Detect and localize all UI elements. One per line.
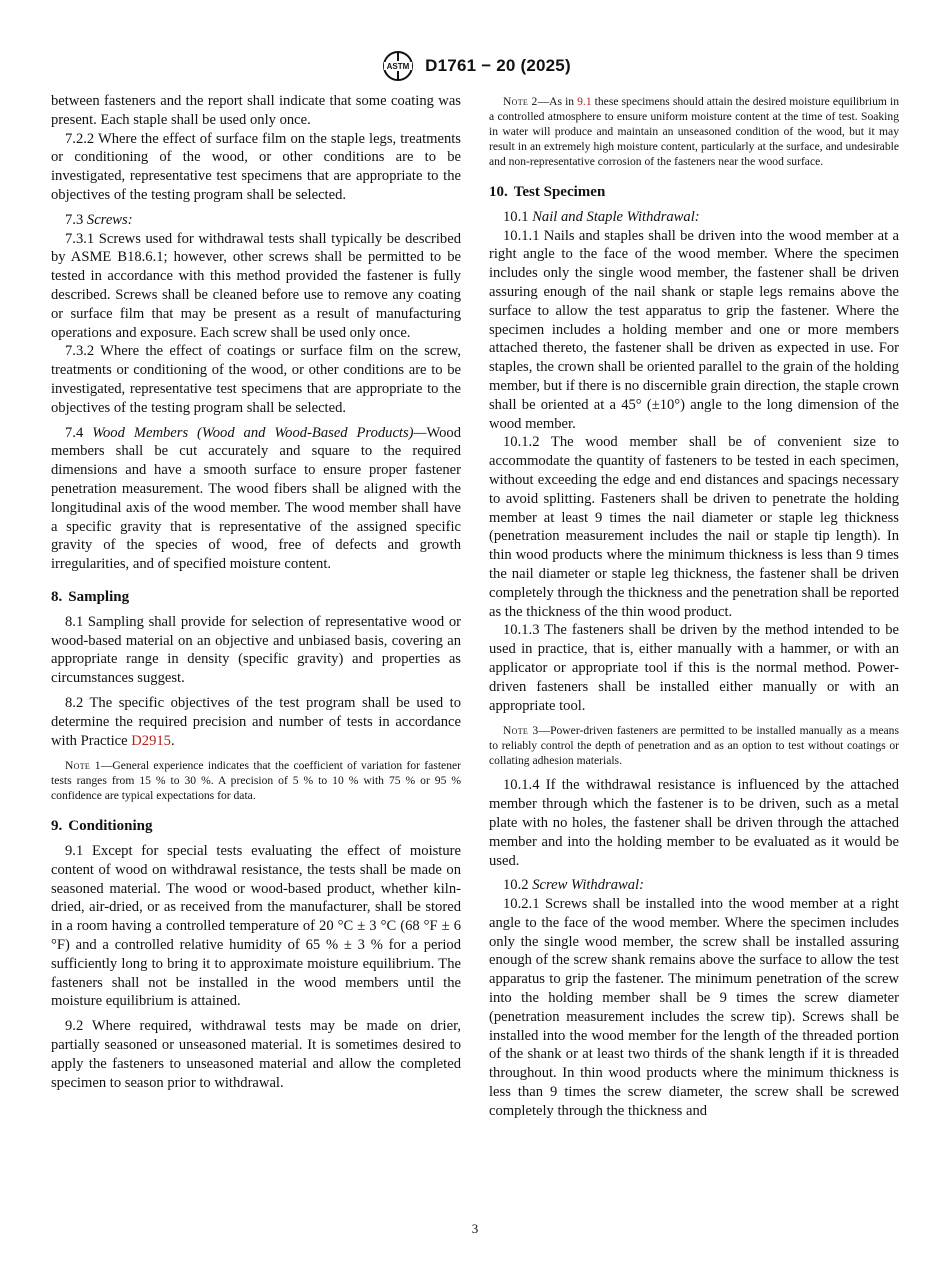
left-column	[51, 92, 461, 1092]
note-1-text: —General experience indicates that the coefficient of variation for fastener tests ranges from 15 % to 30 %. A precision of 5 % to 10 % with 75 % or 95 % confidence are typical expectations for data.	[51, 759, 461, 803]
note-1	[51, 758, 461, 803]
section-10-2-title: Screw Withdrawal:	[532, 877, 644, 894]
note-2-text-a: —As in	[537, 95, 578, 108]
section-9-1-link[interactable]: 9.1	[577, 95, 592, 108]
section-7-4	[51, 424, 461, 574]
section-10-1-title: Nail and Staple Withdrawal:	[532, 208, 700, 225]
section-10-2-1: 10.2.1 Screws shall be installed into the wood member at a right angle to the face of the wood member. Where the specimen includes only the single wood member, the screw shall be installed assuring enough of the screw shank remains above the surface to allow the test apparatus to grip the fastener. The minimum penetration of the screw into the holding member shall be 9 times the screw diameter (penetration measurement includes the screw tip). Screws shall be installed into the wood member for the length of the threaded portion of the shank or at least two thirds of the shank length if it is threaded throughout. In thin wood products where the minimum thickness is less than 9 times the screw diameter, the screw shall be screwed completely through the thickness and	[489, 896, 899, 1119]
section-10-title: Test Specimen	[513, 184, 606, 200]
section-8-title: Sampling	[68, 588, 130, 605]
section-7-4-title: Wood Members (Wood and Wood-Based Products)—	[92, 424, 427, 441]
page-number: 3	[471, 1221, 479, 1236]
section-8-2-text: 8.2 The specific objectives of the test program shall be used to determine the required precision and number of tests in accordance with Practice	[51, 694, 461, 749]
section-9-heading	[51, 817, 461, 836]
section-7-4-number: 7.4	[65, 424, 84, 441]
section-7-3-title: Screws:	[86, 211, 133, 228]
practice-d2915-link[interactable]: D2915	[131, 732, 171, 749]
section-9-title: Conditioning	[68, 818, 153, 835]
section-8-2	[51, 694, 461, 750]
section-10-heading	[489, 183, 899, 202]
section-7-2-2: 7.2.2 Where the effect of surface film on the staple legs, treatments or conditioning of the wood, or other conditions are to be investigated, representative test specimens that are appropriate to the objectives of the testing program shall be selected.	[51, 130, 461, 203]
section-10-1-heading	[489, 208, 899, 227]
section-8-2-end: .	[170, 732, 175, 749]
note-3-text: —Power-driven fasteners are permitted to be installed manually as a means to reliably control the depth of penetration and as an option to test without coatings or collating adhesion materials.	[489, 724, 899, 768]
section-10-1-number: 10.1	[503, 208, 529, 225]
section-10-1-4: 10.1.4 If the withdrawal resistance is influenced by the attached member through which the fastener is to be driven, such as a metal plate with no holes, the fastener shall be driven through the attached member and into the holding member to be evaluated as it would be used.	[489, 777, 899, 869]
section-8-heading	[51, 588, 461, 607]
section-10-1-2: 10.1.2 The wood member shall be of convenient size to accommodate the quantity of fasteners to be tested in each specimen, without exceeding the edge and end distances and spacings necessary to avoid splitting. Fasteners shall be driven to penetrate the holding member at least 9 times the nail diameter or staple leg thickness (penetration measurement includes the nail or staple tip length). In thin wood products where the minimum thickness is less than 9 times the nail diameter or staple leg thickness, the fastener shall be driven completely through the thickness and the penetration shall be reported as the thickness of the thin wood product.	[489, 434, 899, 620]
section-10-2-heading	[489, 876, 899, 895]
section-10-1-3: 10.1.3 The fasteners shall be driven by the method intended to be used in practice, that is, either manually with a hammer, or with an applicator or appropriate tool if this is the normal method. Power-driven fasteners shall be installed either manually or with an appropriate tool.	[489, 622, 899, 714]
section-9-1: 9.1 Except for special tests evaluating the effect of moisture content of wood on withdrawal resistance, the tests shall be made on seasoned material. The wood or wood-based product, whether kiln-dried, air-dried, or as received from the manufacturer, shall be stored in a room having a controlled temperature of 20 °C ± 3 °C (68 °F ± 6 °F) and a controlled relative humidity of 65 % ± 3 % for a period sufficiently long to bring it to approximate moisture equilibrium. The fasteners shall not be installed in the wood members until the moisture equilibrium is attained.	[51, 843, 461, 1010]
astm-logo-icon	[379, 50, 417, 82]
svg-text:ASTM: ASTM	[386, 62, 410, 71]
section-8-number: 8.	[51, 588, 63, 605]
section-7-3-heading	[51, 211, 461, 230]
section-10-number: 10.	[489, 184, 508, 200]
right-column	[489, 92, 899, 1121]
section-7-4-body: Wood members shall be cut accurately and square to the required dimensions and have a smooth surface to ensure proper fastener penetration measurement. The wood fibers shall be aligned with the longitudinal axis of the wood member. The wood member shall have a specific gravity that is representative of the assigned specific gravity of the species of wood, free of defects and growth irregularities, and of specified moisture content.	[51, 424, 462, 573]
page-header	[0, 50, 950, 82]
section-9-2: 9.2 Where required, withdrawal tests may be made on drier, partially seasoned or unseasoned material. It is sometimes desired to apply the fasteners to unseasoned material and allow the completed specimen to season prior to withdrawal.	[51, 1018, 461, 1091]
section-7-3-1: 7.3.1 Screws used for withdrawal tests shall typically be described by ASME B18.6.1; however, other screws shall be permitted to be tested in accordance with this method provided the fastener is fully described. Screws shall be cleaned before use to remove any coating or surface film that may be present as a result of manufacturing operations and exposure. Each screw shall be used only once.	[51, 230, 461, 341]
section-9-number: 9.	[51, 818, 63, 835]
note-3-label: Note 3	[503, 724, 539, 738]
section-7-3-number: 7.3	[65, 211, 84, 228]
note-2-label: Note 2	[503, 95, 538, 108]
document-id: D1761 − 20 (2025)	[425, 55, 571, 75]
section-10-2-number: 10.2	[503, 877, 529, 894]
section-8-1: 8.1 Sampling shall provide for selection of representative wood or wood-based material on an objective and unbiased basis, covering an appropriate range in density (specific gravity) and properties as circumstances suggest.	[51, 613, 461, 687]
note-3	[489, 723, 899, 768]
note-1-label: Note 1	[65, 759, 101, 773]
note-2-text-b: these specimens should attain the desired moisture equilibrium in a controlled atmosphere to ensure uniform moisture content at the time of test. Soaking in water will produce and maintain an unseasoned condition of the wood, but it may result in an extremely high moisture content, particularly at the surface, and undesirable and non-representative corrosion of the fasteners near the wood surface.	[489, 95, 900, 168]
note-2	[489, 94, 899, 169]
section-10-1-1: 10.1.1 Nails and staples shall be driven into the wood member at a right angle to the face of the wood member. Where the specimen includes only the single wood member, the fastener shall be driven assuring enough of the nail shank or staple legs remains above the surface to allow the test apparatus to grip the fastener. Where the specimen includes a holding member and one or more members attached thereto, the fastener shall be driven as expected in use. For staples, the crown shall be oriented parallel to the grain of the holding member, but if there is no discernible grain direction, the staple crown shall be oriented at a 45° (±10°) angle to the long dimension of the wood member.	[489, 227, 899, 432]
section-7-3-2: 7.3.2 Where the effect of coatings or surface film on the screw, treatments or conditioning of the wood, or other conditions are to be investigated, representative test specimens that are appropriate to the objectives of the testing program shall be selected.	[51, 343, 461, 416]
continued-paragraph: between fasteners and the report shall indicate that some coating was present. Each staple shall be used only once.	[51, 93, 461, 128]
